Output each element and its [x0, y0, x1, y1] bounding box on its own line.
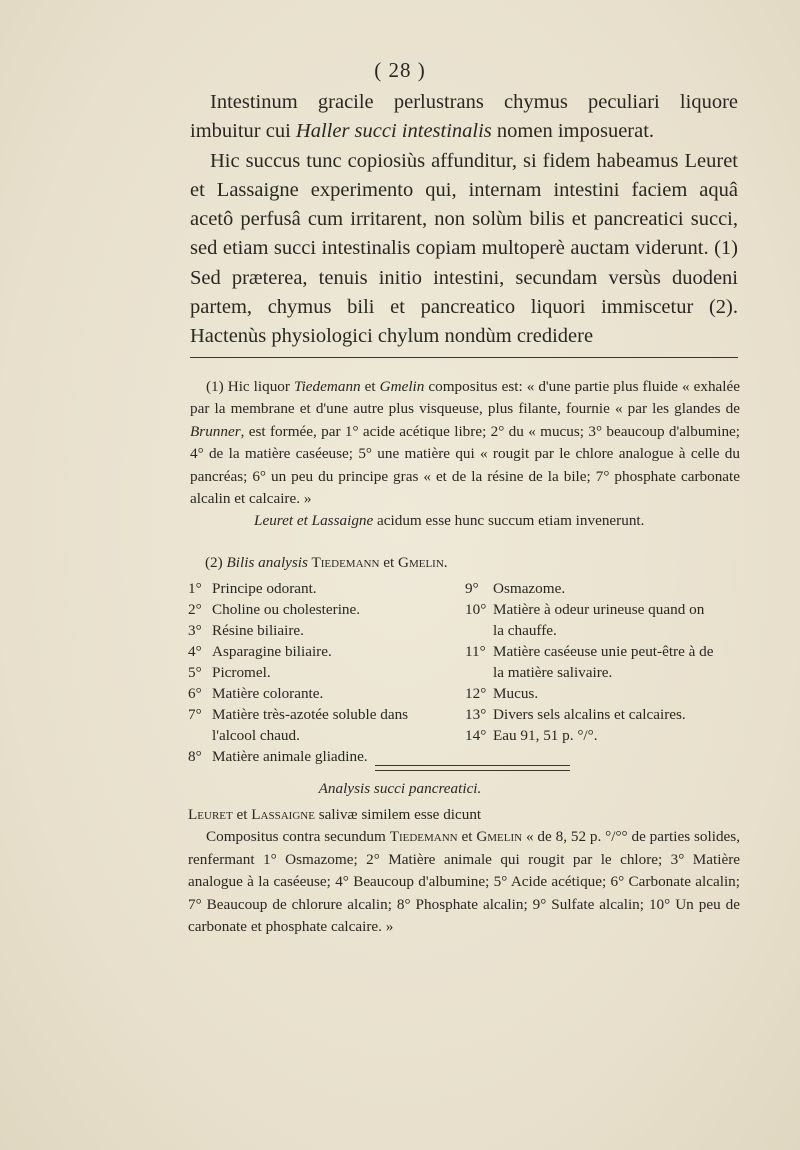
- list-item-text: Matière très-azotée soluble dans: [212, 706, 409, 723]
- list-item-text: Matière animale gliadine.: [212, 748, 368, 765]
- paragraph-2: Hic succus tunc copiosiùs affunditur, si fidem habeamus Leuret et Lassaigne experimento qui, internam intestini faciem aquâ acetô perfusâ cum irritarent, non solùm bilis et pancreatici succi, sed etiam succi intestinalis copiam multoperè auctam viderunt. (1) Sed præterea, tenuis initio intestini, secundam versùs duodeni partem, chymus bili et pancreatico liquori immiscetur (2). Hactenùs physiologici chylum nondùm credidere: [190, 149, 738, 348]
- footnote-2-title: [205, 552, 448, 574]
- pan-author-1: Leuret: [188, 806, 233, 823]
- list-item: [465, 704, 750, 725]
- list-item-num: 5°: [188, 664, 202, 681]
- list-item-num: 7°: [188, 706, 202, 723]
- fn1-text-g: , est formée, par 1° acide acétique libre; 2° du « mucus; 3° beaucoup d'albumine; 4° de la matière caséeuse; 5° une matière qui « rougit par le chlore analogue à celle du pancréas; 6° un peu du principe gras « et de la résine de la bile; 7° phosphate carbonate alcalin et calcaire. »: [190, 422, 740, 508]
- list-item: [188, 578, 448, 599]
- list-item-num: 12°: [465, 685, 487, 702]
- list-item: [188, 620, 448, 641]
- list-item: [188, 683, 448, 704]
- list-item-continuation: la chauffe.: [493, 622, 557, 639]
- paragraph-1-text-c: nomen imposuerat.: [491, 120, 655, 143]
- list-item-continuation: l'alcool chaud.: [212, 727, 300, 744]
- list-item-num: 10°: [465, 601, 487, 618]
- fn1-author-tiedemann: Tiedemann: [293, 378, 361, 395]
- list-item-text: Choline ou cholesterine.: [212, 601, 361, 618]
- list-item-num: 4°: [188, 643, 202, 660]
- pancreatic-line-1: [188, 804, 740, 826]
- pancreatic-paragraph: [188, 826, 740, 938]
- pan-text-e: « de 8, 52 p. °/°° de parties solides, renfermant 1° Osmazome; 2° Matière animale qui rougit par le chlore; 3° Matière analogue à la caséeuse; 4° Beaucoup d'albumine; 5° Acide acétique; 6° Carbonate alcalin; 7° Beaucoup de chlorure alcalin; 8° Phosphate alcalin; 9° Sulfate alcalin; 10° Un peu de carbonate et phosphate calcaire. »: [188, 828, 740, 936]
- fn1-text-a: (1) Hic liquor: [206, 378, 294, 395]
- pan-text-c: et: [457, 828, 477, 846]
- footnote-1-body: [190, 376, 740, 510]
- list-item: [465, 578, 750, 599]
- list-item-num: 11°: [465, 643, 486, 660]
- list-item-text: Eau 91, 51 p. °/°.: [493, 727, 598, 744]
- list-item-num: 3°: [188, 622, 202, 639]
- list-item-num: 9°: [465, 580, 479, 597]
- paragraph-1-italic: Haller succi intestinalis: [295, 120, 492, 143]
- footnote-divider: [190, 357, 738, 358]
- footnote-1: [190, 376, 740, 533]
- list-item-num: 6°: [188, 685, 202, 702]
- fn1-brunner: Brunner: [190, 422, 241, 440]
- fn1-text-c: et: [360, 378, 380, 395]
- paragraph-1-text-a: Intestinum gracile perlustrans chymus peculiari liquore imbuitur cui: [190, 91, 738, 143]
- pan-and: et: [232, 806, 252, 823]
- list-item-continuation: la matière salivaire.: [493, 664, 613, 681]
- list-item-num: 2°: [188, 601, 202, 618]
- list-item-text: Matière caséeuse unie peut-être à de: [493, 643, 714, 660]
- list-item-text: Principe odorant.: [212, 580, 317, 597]
- fn2-author-2: Gmelin: [397, 554, 444, 571]
- bile-list-left: [188, 578, 448, 767]
- main-text: [190, 88, 738, 352]
- pancreatic-title: Analysis succi pancreatici.: [318, 780, 482, 797]
- pancreatic-section: [188, 804, 740, 938]
- paragraph-1: [190, 88, 738, 147]
- fn1-sig-text: acidum esse hunc succum etiam invenerunt.: [373, 512, 645, 530]
- list-item: [465, 641, 750, 662]
- list-item-text: Picromel.: [212, 664, 271, 681]
- page-number: ( 28 ): [374, 58, 426, 82]
- fn2-num: (2): [205, 554, 227, 571]
- fn2-period: .: [443, 554, 448, 571]
- list-item-text: Asparagine biliaire.: [212, 643, 332, 660]
- list-item: [465, 725, 750, 746]
- list-item: [188, 599, 448, 620]
- pan-author-tiedemann: Tiedemann: [389, 828, 458, 846]
- footnote-1-signature: [190, 510, 740, 532]
- list-item-text: Matière à odeur urineuse quand on: [493, 601, 705, 618]
- list-item: [188, 746, 448, 767]
- fn2-author-1: Tiedemann: [307, 554, 380, 571]
- section-divider-thin: [375, 770, 570, 771]
- bile-list-right: [465, 578, 750, 746]
- list-item-text: Matière colorante.: [212, 685, 324, 702]
- list-item: [188, 704, 448, 725]
- list-item-num: 8°: [188, 748, 202, 765]
- fn1-author-gmelin: Gmelin: [379, 378, 425, 395]
- list-item-text: Mucus.: [493, 685, 539, 702]
- fn1-sig-authors: Leuret et Lassaigne: [254, 512, 374, 530]
- pan-line-1-text: salivæ similem esse dicunt: [314, 806, 482, 823]
- pan-author-gmelin: Gmelin: [476, 828, 523, 846]
- fn2-title-italic: Bilis analysis: [226, 554, 308, 571]
- fn1-text-e: compositus est: « d'une partie plus fluide « exhalée par la membrane et d'une autre plus visqueuse, plus filante, fournie « par les glandes de: [190, 378, 740, 418]
- pan-text-a: Compositus contra secundum: [206, 828, 390, 846]
- list-item-num: 1°: [188, 580, 202, 597]
- list-item-text: Résine biliaire.: [212, 622, 304, 639]
- list-item-num: 14°: [465, 727, 487, 744]
- pan-author-2: Lassaigne: [251, 806, 315, 823]
- list-item-text: Divers sels alcalins et calcaires.: [493, 706, 686, 723]
- list-item: [465, 599, 750, 620]
- list-item: [465, 683, 750, 704]
- section-divider: [375, 765, 570, 766]
- list-item-num: 13°: [465, 706, 487, 723]
- list-item: [188, 662, 448, 683]
- list-item: [188, 641, 448, 662]
- list-item-text: Osmazome.: [493, 580, 566, 597]
- fn2-and: et: [379, 554, 398, 571]
